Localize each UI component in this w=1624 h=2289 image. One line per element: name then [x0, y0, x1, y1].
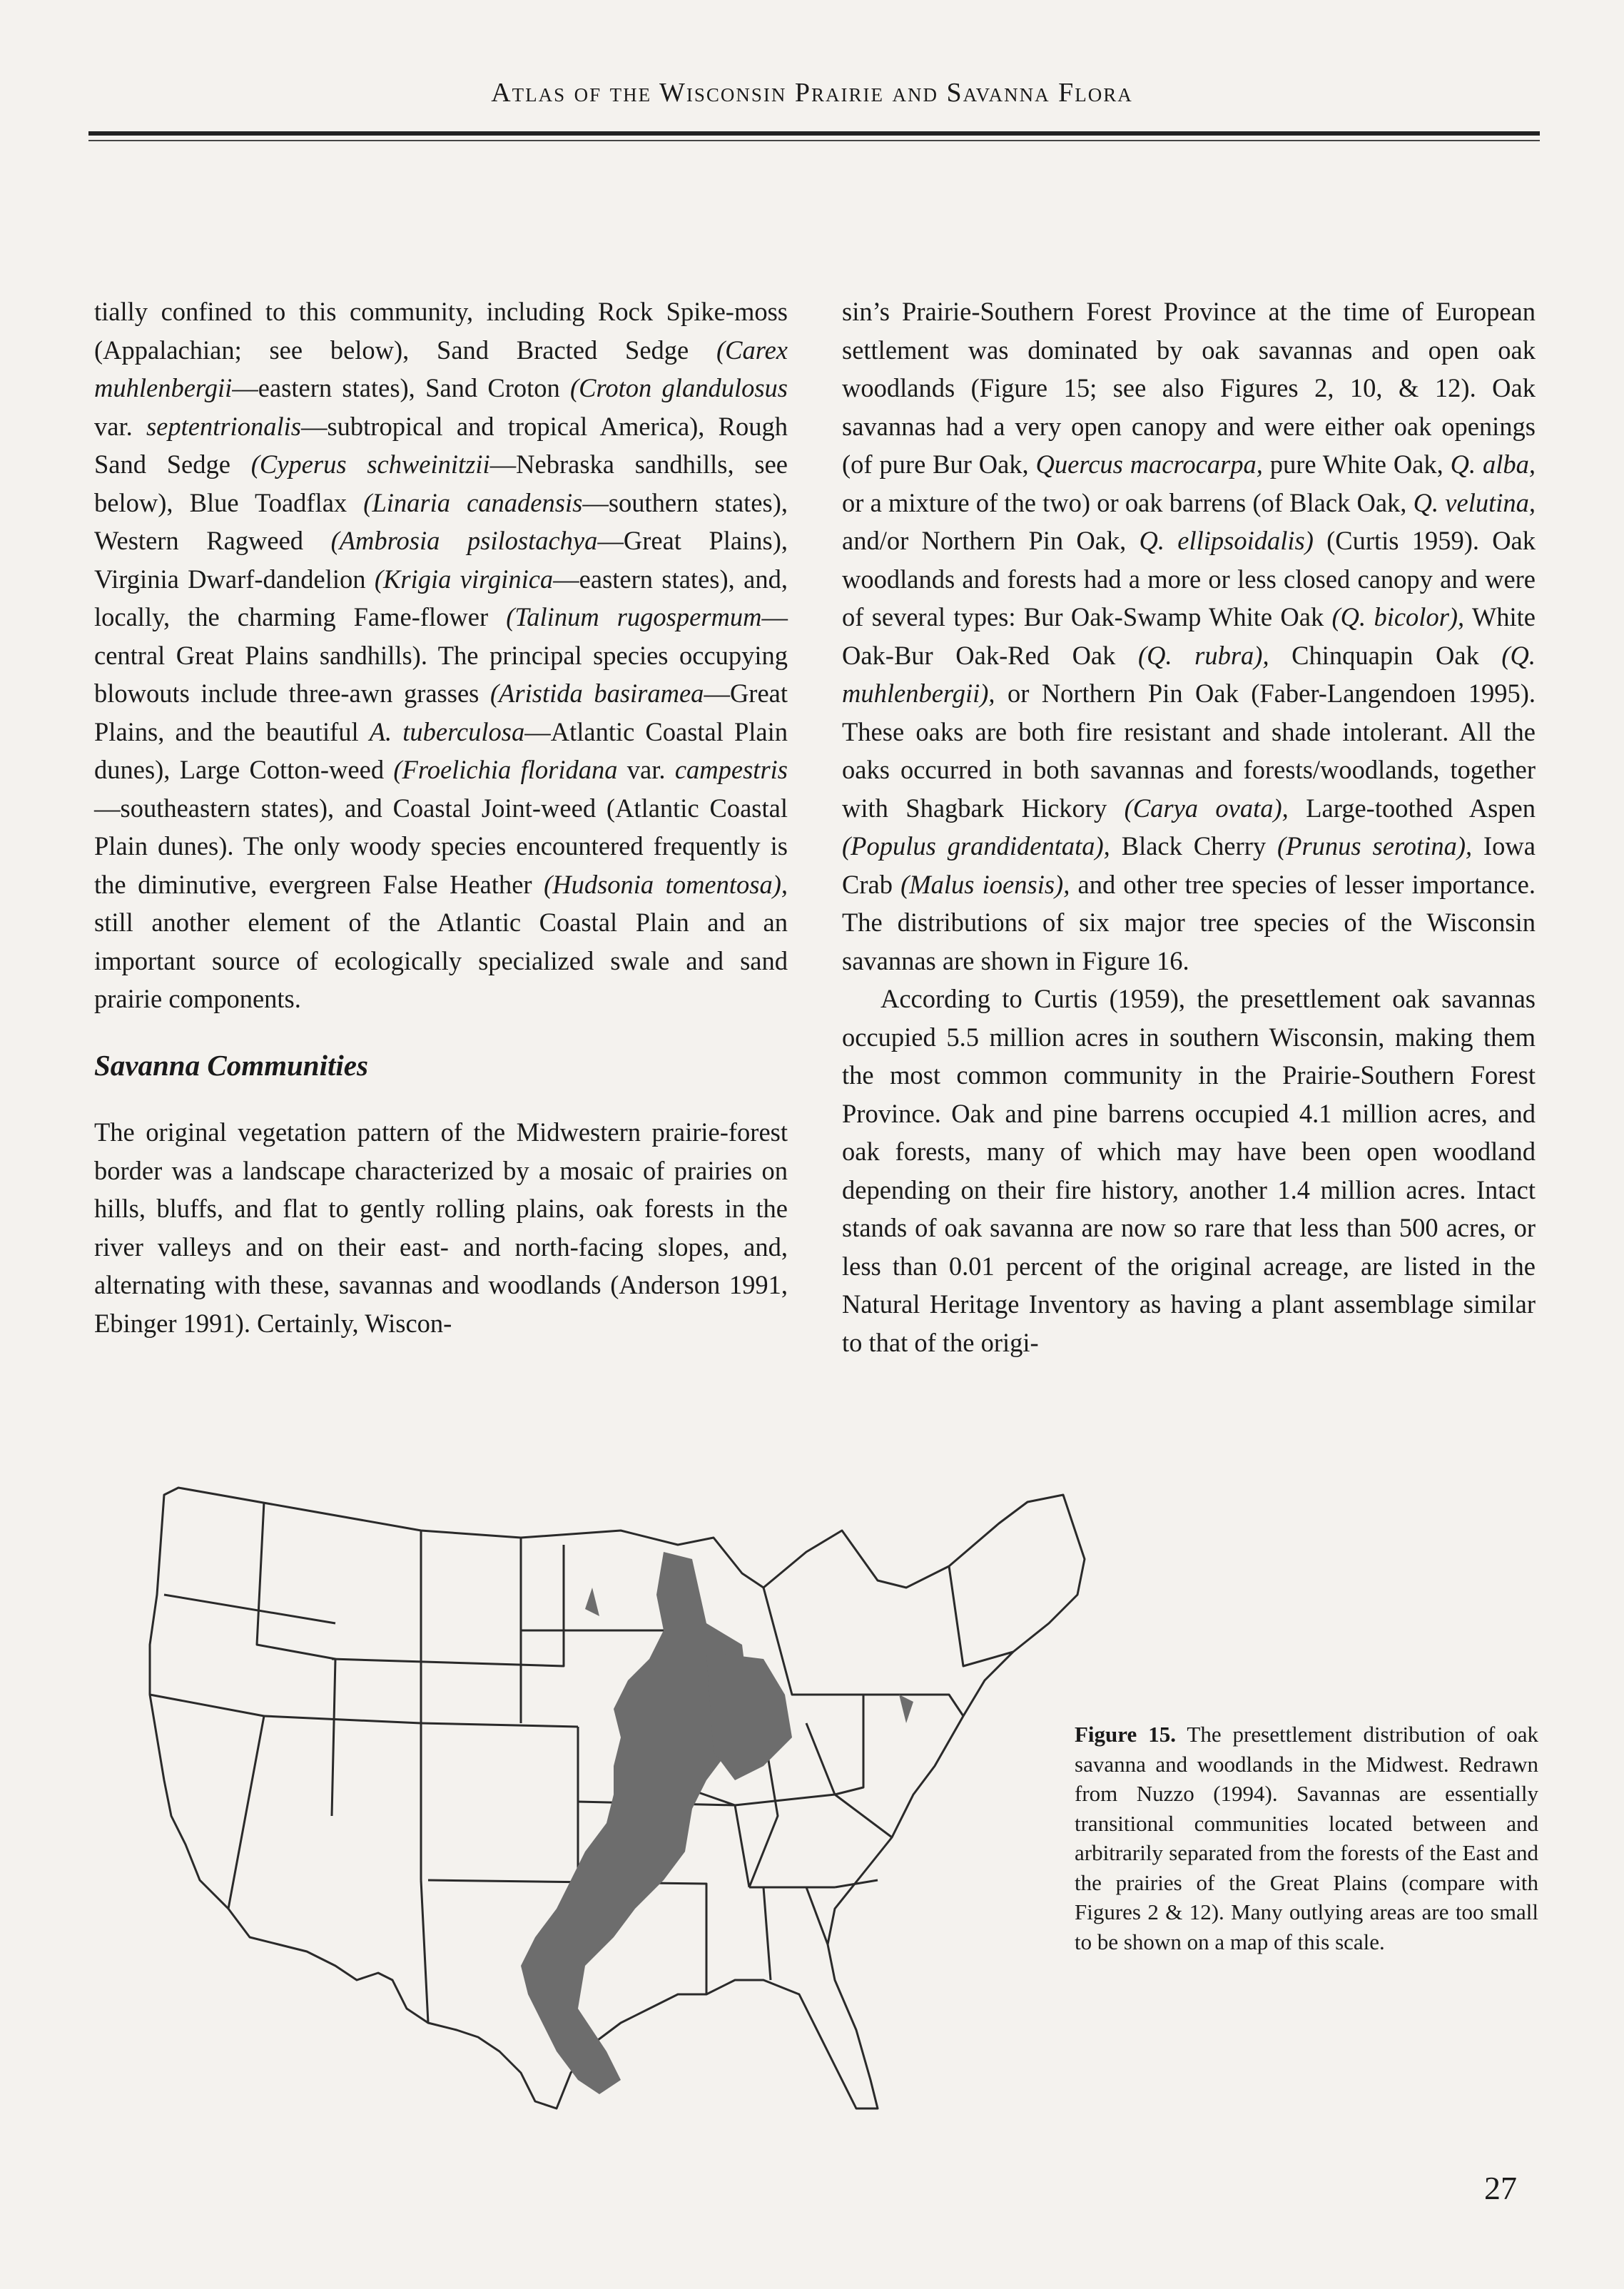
left-paragraph-2: [94, 1113, 788, 1342]
figure-caption: [1075, 1720, 1538, 1956]
text-run: still another element of the Atlantic Coastal Plain and an important source of ecologically specialized swale and sand prairie components.: [94, 908, 788, 1013]
text-run: Q. ellipsoidalis): [1139, 526, 1314, 555]
right-column: [842, 293, 1536, 1361]
text-run: White Oak-Bur Oak-Red Oak: [842, 602, 1536, 670]
text-run: campestris: [674, 755, 788, 784]
text-run: (Froelichia floridana: [393, 755, 618, 784]
text-run: Q. velutina,: [1413, 487, 1536, 517]
text-run: Large-toothed Aspen: [1288, 793, 1536, 823]
text-run: septentrionalis: [146, 411, 301, 441]
right-paragraph-2: [842, 980, 1536, 1361]
text-run: —Great Plains, and the beautiful: [94, 679, 788, 746]
savanna-distribution: [521, 1552, 913, 2094]
text-run: —Nebraska sandhills, see below), Blue Toadflax: [94, 450, 788, 517]
text-run: (Curtis 1959). Oak woodlands and forests had a more or less closed canopy and were of several types: Bur Oak-Swamp White Oak: [842, 526, 1536, 631]
page-number: 27: [1484, 2170, 1517, 2206]
text-run: —southeastern states), and Coastal Joint-weed (Atlantic Coastal Plain dunes). The only woody species encountered frequently is the diminutive, evergreen False Heather: [94, 793, 788, 899]
text-run: (Aristida basiramea: [489, 679, 704, 708]
right-paragraph-1: [842, 293, 1536, 980]
figure-caption-text: The presettlement distribution of oak savanna and woodlands in the Midwest. Redrawn from Nuzzo (1994). Savannas are essentially transitional communities located between and arbitrarily separated from the forests of the East and the prairies of the Great Plains (compare with Figures 2 & 12). Many outlying areas are too small to be shown on a map of this scale.: [1075, 1722, 1538, 1954]
text-run: (Ambrosia psilostachya: [330, 526, 598, 555]
text-run: var.: [617, 755, 675, 784]
text-run: A. tuberculosa: [369, 716, 525, 746]
text-run: (Prunus serotina),: [1277, 831, 1473, 861]
text-run: sin’s Prairie-Southern Forest Province at the time of European settlement was dominated by oak savannas and open oak woodlands (Figure 15; see also Figures 2, 10, & 12). Oak savannas had a very open canopy and were either oak openings (of pure Bur Oak,: [842, 297, 1536, 479]
running-head: Atlas of the Wisconsin Prairie and Savanna Flora: [491, 78, 1133, 108]
section-heading-savanna: Savanna Communities: [94, 1048, 368, 1082]
text-run: —Great Plains), Virginia Dwarf-dandelion: [94, 526, 788, 594]
left-paragraph-1: [94, 293, 788, 1018]
header-rule-thick: [88, 131, 1540, 136]
text-run: (Q. muhlenbergii),: [842, 640, 1536, 708]
header-rule-thin: [88, 140, 1540, 141]
text-run: —Atlantic Coastal Plain dunes), Large Cotton-weed: [94, 716, 788, 784]
left-column: [94, 293, 788, 1342]
text-run: (Croton glandulosus: [570, 373, 788, 402]
text-run: The original vegetation pattern of the Midwestern prairie-forest border was a landscape characterized by a mosaic of prairies on hills, bluffs, and flat to gently rolling plains, oak forests in the river valleys and on their east- and north-facing slopes, and, alternating with these, savannas and woodlands (Anderson 1991, Ebinger 1991). Certainly, Wiscon-: [94, 1117, 788, 1338]
text-run: —subtropical and tropical America), Rough Sand Sedge: [94, 411, 788, 479]
text-run: (Carex muhlenbergii: [94, 335, 788, 402]
text-run: (Populus grandidentata),: [842, 831, 1110, 861]
figure-15-us-map: [121, 1481, 1127, 2123]
text-run: Iowa Crab: [842, 831, 1536, 899]
text-run: Quercus macrocarpa,: [1035, 450, 1263, 479]
text-run: (Malus ioensis),: [900, 869, 1070, 899]
text-run: (Carya ovata),: [1124, 793, 1289, 823]
text-run: (Q. bicolor),: [1331, 602, 1465, 631]
text-run: Black Cherry: [1110, 831, 1278, 861]
text-run: —southern states), Western Ragweed: [94, 487, 788, 555]
text-run: Q. alba,: [1450, 450, 1536, 479]
text-run: pure White Oak,: [1262, 450, 1451, 479]
text-run: —central Great Plains sandhills). The principal species occupying blowouts include three-awn grasses: [94, 602, 788, 708]
text-run: tially confined to this community, including Rock Spike-moss (Appalachian; see below), Sand Bracted Sedge: [94, 297, 788, 365]
text-run: (Hudsonia tomentosa),: [544, 869, 788, 899]
text-run: or Northern Pin Oak (Faber-Langendoen 1995). These oaks are both fire resistant and shade intolerant. All the oaks occurred in both savannas and forests/woodlands, together with Shagbark Hickory: [842, 679, 1536, 823]
text-run: (Q. rubra),: [1137, 640, 1269, 670]
text-run: —eastern states), Sand Croton: [232, 373, 571, 402]
text-run: (Krigia virginica: [374, 564, 554, 594]
text-run: or a mixture of the two) or oak barrens (of Black Oak,: [842, 487, 1414, 517]
figure-label: Figure 15.: [1075, 1722, 1176, 1747]
text-run: var.: [94, 411, 146, 441]
text-run: (Talinum rugospermum: [506, 602, 762, 631]
text-run: According to Curtis (1959), the presettlement oak savannas occupied 5.5 million acres in southern Wisconsin, making them the most common community in the Prairie-Southern Forest Province. Oak and pine barrens occupied 4.1 million acres, and oak forests, many of which may have been open woodland depending on their fire history, another 1.4 million acres. Intact stands of oak savanna are now so rare that less than 500 acres, or less than 0.01 percent of the original acreage, are listed in the Natural Heritage Inventory as having a plant assemblage similar to that of the origi-: [842, 984, 1536, 1357]
text-run: —eastern states), and, locally, the charming Fame-flower: [94, 564, 788, 631]
text-run: and other tree species of lesser importance. The distributions of six major tree species of the Wisconsin savannas are shown in Figure 16.: [842, 869, 1536, 975]
text-run: (Cyperus schweinitzii: [250, 450, 490, 479]
text-run: and/or Northern Pin Oak,: [842, 526, 1140, 555]
text-run: (Linaria canadensis: [363, 487, 583, 517]
text-run: Chinquapin Oak: [1269, 640, 1502, 670]
